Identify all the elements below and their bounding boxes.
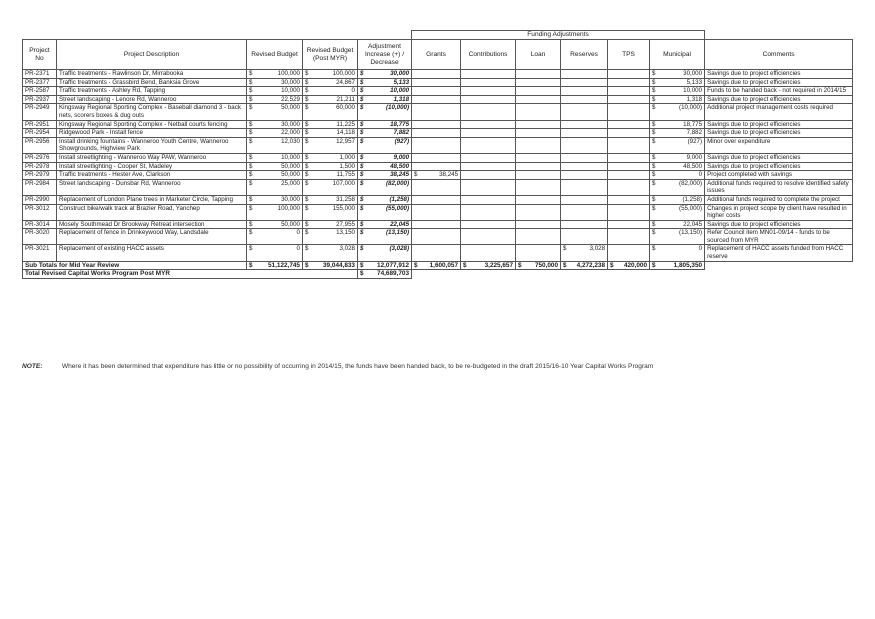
- cell-revised-budget: $ 22,000: [247, 129, 303, 138]
- cell-reserves: [561, 229, 608, 245]
- cell-revised-budget: $ 100,000: [247, 204, 303, 220]
- cell-adjustment: $ 30,000: [358, 70, 412, 79]
- table-row: [23, 95, 853, 104]
- cell-comments: Additional project management costs required: [705, 104, 853, 120]
- cell-loan: [516, 179, 561, 195]
- cell-reserves: [561, 137, 608, 153]
- table-row: [23, 179, 853, 195]
- cell-description: Install streetlighting - Cooper St, Madeley: [57, 162, 247, 171]
- cell-comments: Additional funds required to resolve identified safety issues: [705, 179, 853, 195]
- cell-municipal: $ 18,775: [650, 120, 705, 129]
- cell-revised-budget: $ 22,529: [247, 95, 303, 104]
- cell-loan: [516, 220, 561, 229]
- cell-description: Traffic treatments - Rawlinson Dr, Mirrabooka: [57, 70, 247, 79]
- cell-project-no: PR-3021: [23, 245, 57, 261]
- cell-project-no: PR-2978: [23, 162, 57, 171]
- cell-project-no: PR-2951: [23, 120, 57, 129]
- cell-contributions: [461, 153, 516, 162]
- cell-contributions: [461, 204, 516, 220]
- cell-loan: [516, 137, 561, 153]
- cell-project-no: PR-2377: [23, 78, 57, 87]
- cell-description: Replacement of existing HACC assets: [57, 245, 247, 261]
- table-row: [23, 162, 853, 171]
- table-row: [23, 229, 853, 245]
- cell-adjustment: $ 18,775: [358, 120, 412, 129]
- cell-loan: [516, 120, 561, 129]
- cell-tps: [608, 137, 650, 153]
- subtotal-revised-budget-post: $ 39,044,833: [303, 261, 358, 270]
- cell-project-no: PR-3014: [23, 220, 57, 229]
- subtotal-tps: $ 420,000: [608, 261, 650, 270]
- cell-tps: [608, 87, 650, 96]
- cell-project-no: PR-2949: [23, 104, 57, 120]
- cell-description: Kingsway Regional Sporting Complex - Netball courts fencing: [57, 120, 247, 129]
- cell-project-no: PR-2956: [23, 137, 57, 153]
- cell-revised-budget-post: $ 27,955: [303, 220, 358, 229]
- cell-grants: [412, 153, 461, 162]
- cell-loan: [516, 229, 561, 245]
- cell-adjustment: $ (82,000): [358, 179, 412, 195]
- cell-project-no: PR-2976: [23, 153, 57, 162]
- cell-grants: [412, 70, 461, 79]
- cell-reserves: [561, 95, 608, 104]
- cell-reserves: [561, 204, 608, 220]
- cell-contributions: [461, 229, 516, 245]
- cell-description: Install streetlighting - Wanneroo Way PAW, Wanneroo: [57, 153, 247, 162]
- table-row: [23, 78, 853, 87]
- cell-tps: [608, 245, 650, 261]
- cell-revised-budget: $ 0: [247, 229, 303, 245]
- subtotal-row: [23, 261, 853, 270]
- cell-revised-budget: $ 30,000: [247, 195, 303, 204]
- cell-description: Mosely Southmead Dr Brookway Retreat intersection: [57, 220, 247, 229]
- cell-municipal: $ (13,150): [650, 229, 705, 245]
- cell-adjustment: $ 48,500: [358, 162, 412, 171]
- cell-reserves: [561, 153, 608, 162]
- cell-tps: [608, 220, 650, 229]
- cell-contributions: [461, 78, 516, 87]
- cell-comments: Savings due to project efficiencies: [705, 95, 853, 104]
- cell-municipal: $ (1,258): [650, 195, 705, 204]
- cell-adjustment: $ (10,000): [358, 104, 412, 120]
- total-row: [23, 270, 853, 279]
- cell-tps: [608, 171, 650, 180]
- cell-revised-budget: $ 10,000: [247, 153, 303, 162]
- cell-adjustment: $ 7,882: [358, 129, 412, 138]
- cell-grants: [412, 179, 461, 195]
- cell-municipal: $ 9,000: [650, 153, 705, 162]
- table-row: [23, 153, 853, 162]
- cell-revised-budget: $ 12,030: [247, 137, 303, 153]
- cell-revised-budget: $ 50,000: [247, 171, 303, 180]
- cell-grants: [412, 245, 461, 261]
- cell-reserves: [561, 179, 608, 195]
- cell-reserves: [561, 129, 608, 138]
- cell-tps: [608, 162, 650, 171]
- cell-description: Install drinking fountains - Wanneroo Youth Centre, Wanneroo Showgrounds, Highview Park: [57, 137, 247, 153]
- cell-reserves: [561, 171, 608, 180]
- cell-revised-budget-post: $ 0: [303, 87, 358, 96]
- cell-municipal: $ 5,133: [650, 78, 705, 87]
- cell-revised-budget: $ 50,000: [247, 220, 303, 229]
- cell-revised-budget-post: $ 155,000: [303, 204, 358, 220]
- cell-tps: [608, 78, 650, 87]
- cell-loan: [516, 129, 561, 138]
- cell-grants: [412, 120, 461, 129]
- cell-grants: [412, 104, 461, 120]
- cell-comments: Savings due to project efficiencies: [705, 78, 853, 87]
- cell-tps: [608, 95, 650, 104]
- cell-reserves: [561, 87, 608, 96]
- cell-reserves: [561, 70, 608, 79]
- table-row: [23, 87, 853, 96]
- subtotal-contributions: $ 3,225,657: [461, 261, 516, 270]
- cell-revised-budget-post: $ 3,028: [303, 245, 358, 261]
- cell-revised-budget-post: $ 11,225: [303, 120, 358, 129]
- table-row: [23, 195, 853, 204]
- cell-description: Ridgewood Park - Install fence: [57, 129, 247, 138]
- cell-description: Traffic treatments - Ashley Rd, Tapping: [57, 87, 247, 96]
- cell-contributions: [461, 120, 516, 129]
- cell-loan: [516, 78, 561, 87]
- cell-contributions: [461, 220, 516, 229]
- cell-municipal: $ 1,318: [650, 95, 705, 104]
- col-tps: TPS: [608, 40, 650, 70]
- col-project-description: Project Description: [57, 40, 247, 70]
- cell-comments: Savings due to project efficiencies: [705, 70, 853, 79]
- cell-adjustment: $ 22,045: [358, 220, 412, 229]
- cell-description: Kingsway Regional Sporting Complex - Baseball diamond 3 - back nets, scorers boxes & dug outs: [57, 104, 247, 120]
- cell-municipal: $ 10,000: [650, 87, 705, 96]
- cell-grants: [412, 87, 461, 96]
- cell-description: Construct bike/walk track at Brazier Road, Yanchep: [57, 204, 247, 220]
- cell-grants: [412, 137, 461, 153]
- cell-grants: [412, 95, 461, 104]
- subtotal-adjustment: $ 12,077,912: [358, 261, 412, 270]
- cell-adjustment: $ 9,000: [358, 153, 412, 162]
- subtotal-reserves: $ 4,272,238: [561, 261, 608, 270]
- cell-revised-budget: $ 50,000: [247, 104, 303, 120]
- cell-reserves: $ 3,028: [561, 245, 608, 261]
- cell-comments: Refer Council item MN01-09/14 - funds to be sourced from MYR: [705, 229, 853, 245]
- table-row: [23, 245, 853, 261]
- col-contributions: Contributions: [461, 40, 516, 70]
- cell-reserves: [561, 120, 608, 129]
- cell-revised-budget-post: $ 1,000: [303, 153, 358, 162]
- cell-project-no: PR-2954: [23, 129, 57, 138]
- cell-loan: [516, 171, 561, 180]
- cell-contributions: [461, 162, 516, 171]
- cell-contributions: [461, 104, 516, 120]
- note-text: Where it has been determined that expenditure has little or no possibility of occurring in 2014/15, the funds have been handed back, to be re-budgeted in the draft 2015/16-10 Year Capital Works Program: [61, 363, 654, 370]
- table-row: [23, 204, 853, 220]
- cell-tps: [608, 204, 650, 220]
- cell-project-no: PR-2937: [23, 95, 57, 104]
- cell-comments: Replacement of HACC assets funded from HACC reserve: [705, 245, 853, 261]
- cell-municipal: $ 48,500: [650, 162, 705, 171]
- cell-municipal: $ 22,045: [650, 220, 705, 229]
- cell-revised-budget-post: $ 100,000: [303, 70, 358, 79]
- cell-contributions: [461, 195, 516, 204]
- table-row: [23, 70, 853, 79]
- cell-revised-budget-post: $ 24,867: [303, 78, 358, 87]
- cell-revised-budget-post: $ 107,000: [303, 179, 358, 195]
- cell-municipal: $ (927): [650, 137, 705, 153]
- cell-comments: Project completed with savings: [705, 171, 853, 180]
- cell-tps: [608, 229, 650, 245]
- cell-adjustment: $ 5,133: [358, 78, 412, 87]
- cell-revised-budget: $ 50,000: [247, 162, 303, 171]
- cell-revised-budget: $ 30,000: [247, 120, 303, 129]
- cell-revised-budget-post: $ 11,755: [303, 171, 358, 180]
- cell-reserves: [561, 78, 608, 87]
- cell-comments: Savings due to project efficiencies: [705, 120, 853, 129]
- cell-revised-budget-post: $ 60,000: [303, 104, 358, 120]
- subtotal-grants: $ 1,600,057: [412, 261, 461, 270]
- cell-contributions: [461, 70, 516, 79]
- cell-adjustment: $ (13,150): [358, 229, 412, 245]
- col-reserves: Reserves: [561, 40, 608, 70]
- cell-municipal: $ (10,000): [650, 104, 705, 120]
- cell-municipal: $ (82,000): [650, 179, 705, 195]
- table-row: [23, 104, 853, 120]
- subtotal-revised-budget: $ 51,122,745: [247, 261, 303, 270]
- cell-grants: [412, 204, 461, 220]
- cell-description: Street landscaping - Lenore Rd, Wanneroo: [57, 95, 247, 104]
- cell-loan: [516, 87, 561, 96]
- cell-project-no: PR-2371: [23, 70, 57, 79]
- cell-loan: [516, 162, 561, 171]
- cell-contributions: [461, 87, 516, 96]
- cell-adjustment: $ (3,028): [358, 245, 412, 261]
- cell-grants: [412, 162, 461, 171]
- note: [22, 363, 653, 370]
- col-grants: Grants: [412, 40, 461, 70]
- cell-contributions: [461, 171, 516, 180]
- col-municipal: Municipal: [650, 40, 705, 70]
- cell-grants: [412, 78, 461, 87]
- cell-comments: Savings due to project efficiencies: [705, 220, 853, 229]
- cell-loan: [516, 195, 561, 204]
- col-loan: Loan: [516, 40, 561, 70]
- cell-description: Replacement of fence in Drinkeywood Way, Landsdale: [57, 229, 247, 245]
- table-row: [23, 220, 853, 229]
- col-adjustment: Adjustment Increase (+) / Decrease: [358, 40, 412, 70]
- cell-revised-budget-post: $ 12,957: [303, 137, 358, 153]
- cell-grants: [412, 229, 461, 245]
- cell-contributions: [461, 245, 516, 261]
- table-row: [23, 120, 853, 129]
- cell-project-no: PR-2984: [23, 179, 57, 195]
- cell-grants: [412, 220, 461, 229]
- cell-revised-budget: $ 0: [247, 245, 303, 261]
- cell-tps: [608, 70, 650, 79]
- table-row: [23, 129, 853, 138]
- cell-municipal: $ 0: [650, 171, 705, 180]
- subtotal-label: Sub Totals for Mid Year Review: [23, 261, 247, 270]
- cell-revised-budget-post: $ 21,211: [303, 95, 358, 104]
- cell-comments: Savings due to project efficiencies: [705, 129, 853, 138]
- col-revised-budget: Revised Budget: [247, 40, 303, 70]
- table-row: [23, 137, 853, 153]
- cell-municipal: $ 30,000: [650, 70, 705, 79]
- cell-contributions: [461, 137, 516, 153]
- cell-adjustment: $ 38,245: [358, 171, 412, 180]
- cell-reserves: [561, 220, 608, 229]
- cell-revised-budget-post: $ 1,500: [303, 162, 358, 171]
- cell-grants: [412, 129, 461, 138]
- cell-grants: $ 38,245: [412, 171, 461, 180]
- cell-tps: [608, 120, 650, 129]
- col-project-no: Project No: [23, 40, 57, 70]
- cell-description: Traffic treatments - Grassbird Bend, Banksia Grove: [57, 78, 247, 87]
- subtotal-municipal: $ 1,805,350: [650, 261, 705, 270]
- total-value: $ 74,689,703: [358, 270, 412, 279]
- cell-revised-budget-post: $ 31,258: [303, 195, 358, 204]
- cell-reserves: [561, 104, 608, 120]
- table-row: [23, 171, 853, 180]
- total-label: Total Revised Capital Works Program Post MYR: [23, 270, 358, 279]
- cell-loan: [516, 204, 561, 220]
- cell-revised-budget: $ 10,000: [247, 87, 303, 96]
- cell-loan: [516, 95, 561, 104]
- cell-project-no: PR-2990: [23, 195, 57, 204]
- cell-revised-budget-post: $ 14,118: [303, 129, 358, 138]
- col-comments: Comments: [705, 40, 853, 70]
- capital-works-table: [22, 30, 853, 279]
- cell-project-no: PR-3020: [23, 229, 57, 245]
- cell-tps: [608, 153, 650, 162]
- capital-works-sheet: [22, 30, 852, 279]
- cell-description: Traffic treatments - Hester Ave, Clarkson: [57, 171, 247, 180]
- cell-revised-budget: $ 30,000: [247, 78, 303, 87]
- cell-loan: [516, 104, 561, 120]
- cell-adjustment: $ (55,000): [358, 204, 412, 220]
- cell-tps: [608, 104, 650, 120]
- cell-loan: [516, 70, 561, 79]
- cell-project-no: PR-2587: [23, 87, 57, 96]
- cell-comments: Additional funds required to complete the project: [705, 195, 853, 204]
- cell-comments: Savings due to project efficiencies: [705, 153, 853, 162]
- cell-adjustment: $ (927): [358, 137, 412, 153]
- cell-reserves: [561, 195, 608, 204]
- cell-municipal: $ 7,882: [650, 129, 705, 138]
- cell-description: Street landscaping - Dunsbar Rd, Wanneroo: [57, 179, 247, 195]
- cell-loan: [516, 245, 561, 261]
- cell-adjustment: $ (1,258): [358, 195, 412, 204]
- cell-tps: [608, 179, 650, 195]
- cell-revised-budget-post: $ 13,150: [303, 229, 358, 245]
- cell-revised-budget: $ 25,000: [247, 179, 303, 195]
- cell-comments: Funds to be handed back - not required in 2014/15: [705, 87, 853, 96]
- cell-loan: [516, 153, 561, 162]
- col-revised-budget-post: Revised Budget (Post MYR): [303, 40, 358, 70]
- cell-project-no: PR-3012: [23, 204, 57, 220]
- cell-municipal: $ (55,000): [650, 204, 705, 220]
- cell-revised-budget: $ 100,000: [247, 70, 303, 79]
- cell-comments: Savings due to project efficiencies: [705, 162, 853, 171]
- cell-tps: [608, 129, 650, 138]
- subtotal-loan: $ 750,000: [516, 261, 561, 270]
- cell-grants: [412, 195, 461, 204]
- cell-project-no: PR-2979: [23, 171, 57, 180]
- cell-tps: [608, 195, 650, 204]
- cell-reserves: [561, 162, 608, 171]
- cell-contributions: [461, 179, 516, 195]
- funding-adjustments-header: Funding Adjustments: [412, 31, 705, 40]
- cell-contributions: [461, 95, 516, 104]
- note-label: NOTE:: [22, 363, 43, 370]
- cell-comments: Changes in project scope by client have resulted in higher costs: [705, 204, 853, 220]
- cell-comments: Minor over expenditure: [705, 137, 853, 153]
- cell-municipal: $ 0: [650, 245, 705, 261]
- cell-adjustment: $ 1,318: [358, 95, 412, 104]
- cell-description: Replacement of London Plane trees in Marketer Circle, Tapping: [57, 195, 247, 204]
- cell-adjustment: $ 10,000: [358, 87, 412, 96]
- cell-contributions: [461, 129, 516, 138]
